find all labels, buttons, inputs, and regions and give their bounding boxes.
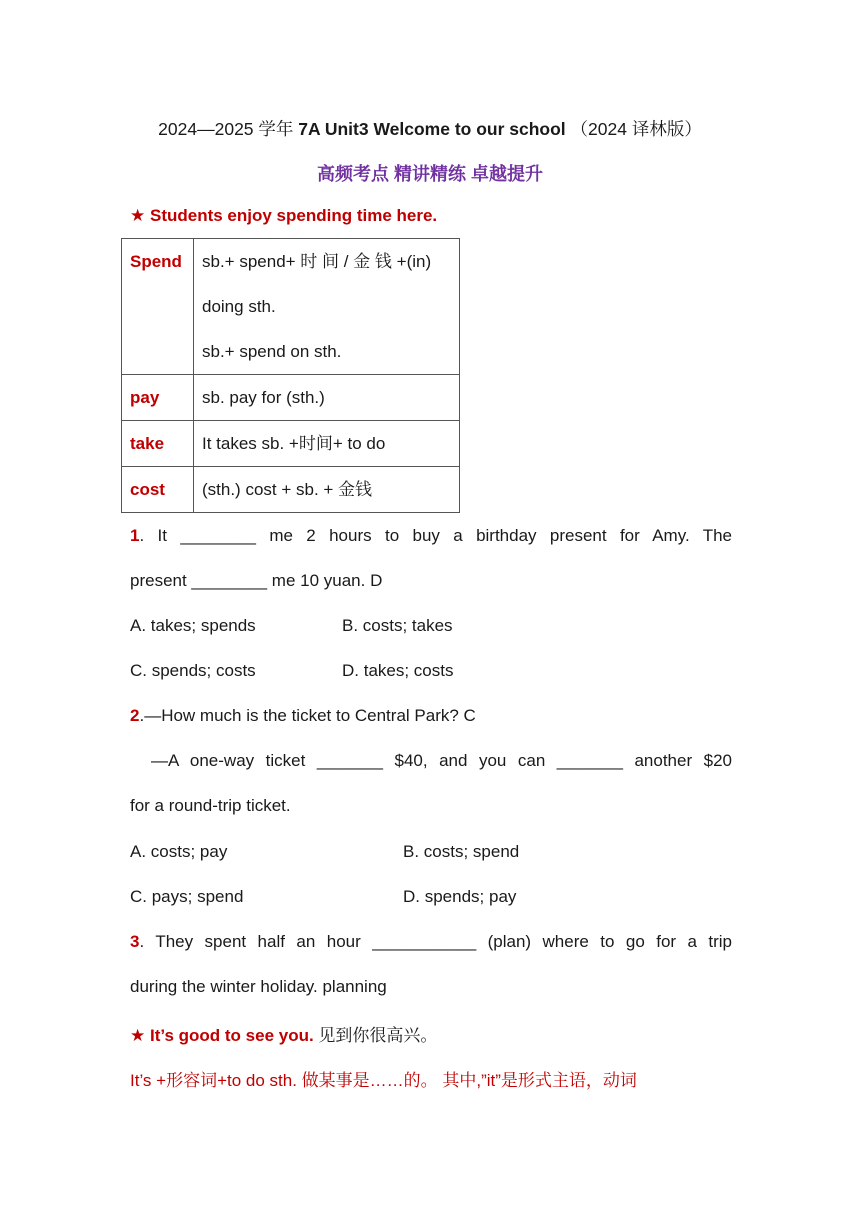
value-line: It takes sb. +时间+ to do [202,434,386,453]
q2-option-b: B. costs; spend [403,842,520,861]
q2-option-c: C. pays; spend [130,887,244,906]
grammar-table [121,238,460,513]
title-unit: 7A Unit3 Welcome to our school [298,119,566,139]
star-icon: ★ [130,206,146,225]
question-1-line-1 [130,526,732,546]
key-label: Spend [130,252,182,271]
table-value [194,375,460,421]
table-key [122,467,194,513]
grammar-note: It’s +形容词+to do sth. 做某事是……的。 其中,”it”是形式主语，动词 [130,1071,637,1090]
title-year: 2024—2025 学年 [158,119,299,139]
question-2-line-3: for a round-trip ticket. [130,796,291,815]
document-subtitle: 高频考点 精讲精练 卓越提升 [316,164,543,184]
question-text: . It ________ me 2 hours to buy a birthday present for Amy. The [139,526,732,545]
value-line: (sth.) cost + sb. + 金钱 [202,480,373,499]
table-row [122,467,460,513]
question-number: 2 [130,706,140,725]
key-label: cost [130,480,165,499]
q2-option-a: A. costs; pay [130,842,228,861]
section-heading-spend [130,206,732,226]
question-number: 3 [130,932,140,951]
question-2-line-1 [130,706,732,726]
table-key [122,239,194,375]
q1-option-c: C. spends; costs [130,661,256,680]
document-title [0,116,860,141]
section-heading-good [130,1021,732,1046]
question-number: 1 [130,526,140,545]
table-key [122,375,194,421]
table-value [194,467,460,513]
question-text: .—How much is the ticket to Central Park? C [139,706,476,725]
section-heading-translation: 见到你很高兴。 [313,1026,438,1045]
value-line: sb.+ spend+ 时 间 / 金 钱 +(in) [202,252,432,271]
question-3-line-2: during the winter holiday. planning [130,977,387,996]
table-row [122,239,460,375]
q1-option-a: A. takes; spends [130,616,256,635]
section-heading-text: It’s good to see you. [149,1026,314,1045]
star-icon: ★ [130,1026,146,1045]
key-label: take [130,434,165,453]
value-line: sb. pay for (sth.) [202,388,325,407]
table-key [122,421,194,467]
question-text: . They spent half an hour ___________ (plan) where to go for a trip [139,932,732,951]
q1-option-b: B. costs; takes [342,616,453,635]
table-value [194,421,460,467]
table-value [194,239,460,375]
table-row [122,421,460,467]
question-3-line-1 [130,932,732,952]
question-2-line-2: —A one-way ticket _______ $40, and you can _______ another $20 [151,751,732,770]
title-edition: （2024 译林版） [565,119,702,139]
q2-option-d: D. spends; pay [403,887,517,906]
key-label: pay [130,388,160,407]
section-heading-text: Students enjoy spending time here. [149,206,438,225]
value-line: sb.+ spend on sth. [202,342,342,361]
question-1-line-2: present ________ me 10 yuan. D [130,571,383,590]
value-line: doing sth. [202,297,276,316]
q1-option-d: D. takes; costs [342,661,454,680]
table-row [122,375,460,421]
